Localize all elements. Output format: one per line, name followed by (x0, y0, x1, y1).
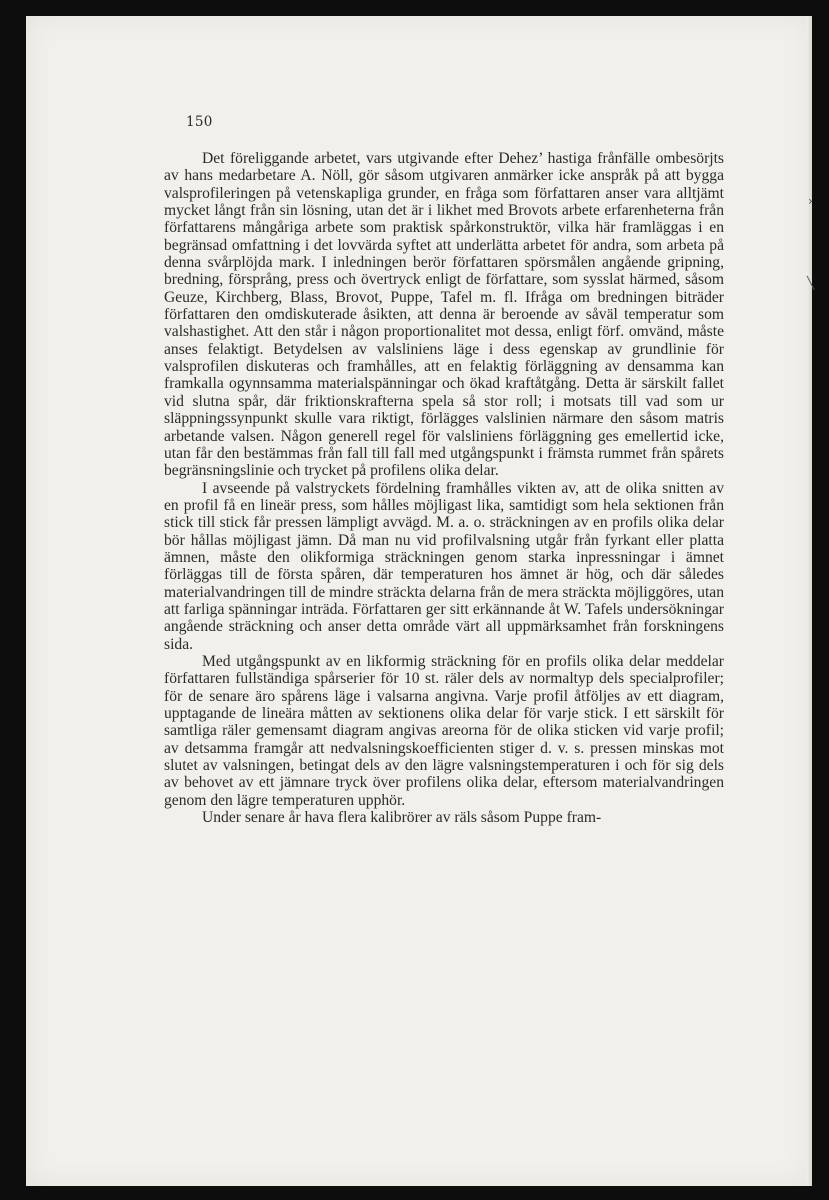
page-edge-shadow (806, 16, 815, 1186)
paragraph-3: Med utgångspunkt av en likformig sträckning för en profils olika delar meddelar författaren fullständiga spårserier för 10 st. räler dels av normaltyp dels specialprofiler; för de senare äro spårens läge i valsarna angivna. Varje profil åtföljes av ett diagram, upptagande de lineära måtten av sektionens olika delar för varje stick. I ett särskilt för samtliga räler gemensamt diagram angivas areorna för de olika sticken vid varje profil; av detsamma framgår att nedvalsningskoefficienten stiger d. v. s. pressen minskas mot slutet av valsningen, betingat dels av den lägre valsningstemperaturen i och för sig dels av behovet av ett jämnare tryck över profilens olika delar, eftersom materialvandringen genom den lägre temperaturen upphör. (164, 652, 724, 809)
paragraph-1: Det föreliggande arbetet, vars utgivande efter Dehez’ hastiga frånfälle ombesörjts av hans medarbetare A. Nöll, gör såsom utgivaren anmärker icke anspråk på att bygga valsprofileringen på vetenskapliga grunder, en fråga som författaren anser vara alltjämt mycket långt från sin lösning, utan det är i likhet med Brovots arbete erfarenheterna från författarens mångåriga arbete som praktisk spårkonstruktör, vilka här framläggas i en begränsad omfattning i det lovvärda syftet att underlätta arbetet för andra, som arbeta på denna svårplöjda mark. I inledningen berör författaren spörsmålen angående gripning, bredning, försprång, press och övertryck enligt de författare, som sysslat härmed, såsom Geuze, Kirchberg, Blass, Brovot, Puppe, Tafel m. fl. Ifråga om bredningen biträder författaren den omdiskuterade åsikten, att denna är beroende av såväl temperatur som valshastighet. Att den står i någon proportionalitet mot dessa, enligt förf. omvänd, måste anses felaktigt. Betydelsen av valsliniens läge i dess egenskap av grundlinie för valsprofilen diskuteras och framhålles, att en felaktig förläggning av densamma kan framkalla ogynnsamma materialspänningar och ökad kraftåtgång. Detta är särskilt fallet vid slutna spår, där friktionskrafterna spela så stor roll; i motsats till vad som ur släppningssynpunkt skulle vara riktigt, förlägges valslinien närmare den såsom matris arbetande valsen. Någon generell regel för valsliniens förläggning ges emellertid icke, utan får den bestämmas från fall till fall med utgångspunkt i främsta rummet från spårets begränsningslinie och trycket på profilens olika delar. (164, 150, 724, 480)
page-number: 150 (186, 114, 213, 130)
paragraph-4: Under senare år hava flera kalibrörer av räls såsom Puppe fram- (202, 809, 602, 827)
paragraph-2: I avseende på valstryckets fördelning framhålles vikten av, att de olika snitten av en profil få en lineär press, som hålles möjligast lika, samtidigt som hela sektionen från stick till stick får pressen lämpligt avvägd. M. a. o. sträckningen av en profils olika delar bör hållas möjligast jämn. Då man nu vid profilvalsning utgår från fyrkant eller platta ämnen, måste den olikformiga sträckningen genom starka inpressningar i ämnet förläggas till de första spåren, där temperaturen hos ämnet är hög, och där således materialvandringen till de mindre sträckta delarna från de mera sträckta möjliggöres, utan att farliga spänningar inträda. Författaren ger sitt erkännande åt W. Tafels undersökningar angående sträckning och anser detta område värt all uppmärksamhet från forskningens sida. (164, 479, 724, 653)
body-text (164, 150, 724, 826)
margin-mark-icon: ╲ (807, 276, 815, 290)
margin-mark-icon: › (808, 194, 813, 208)
